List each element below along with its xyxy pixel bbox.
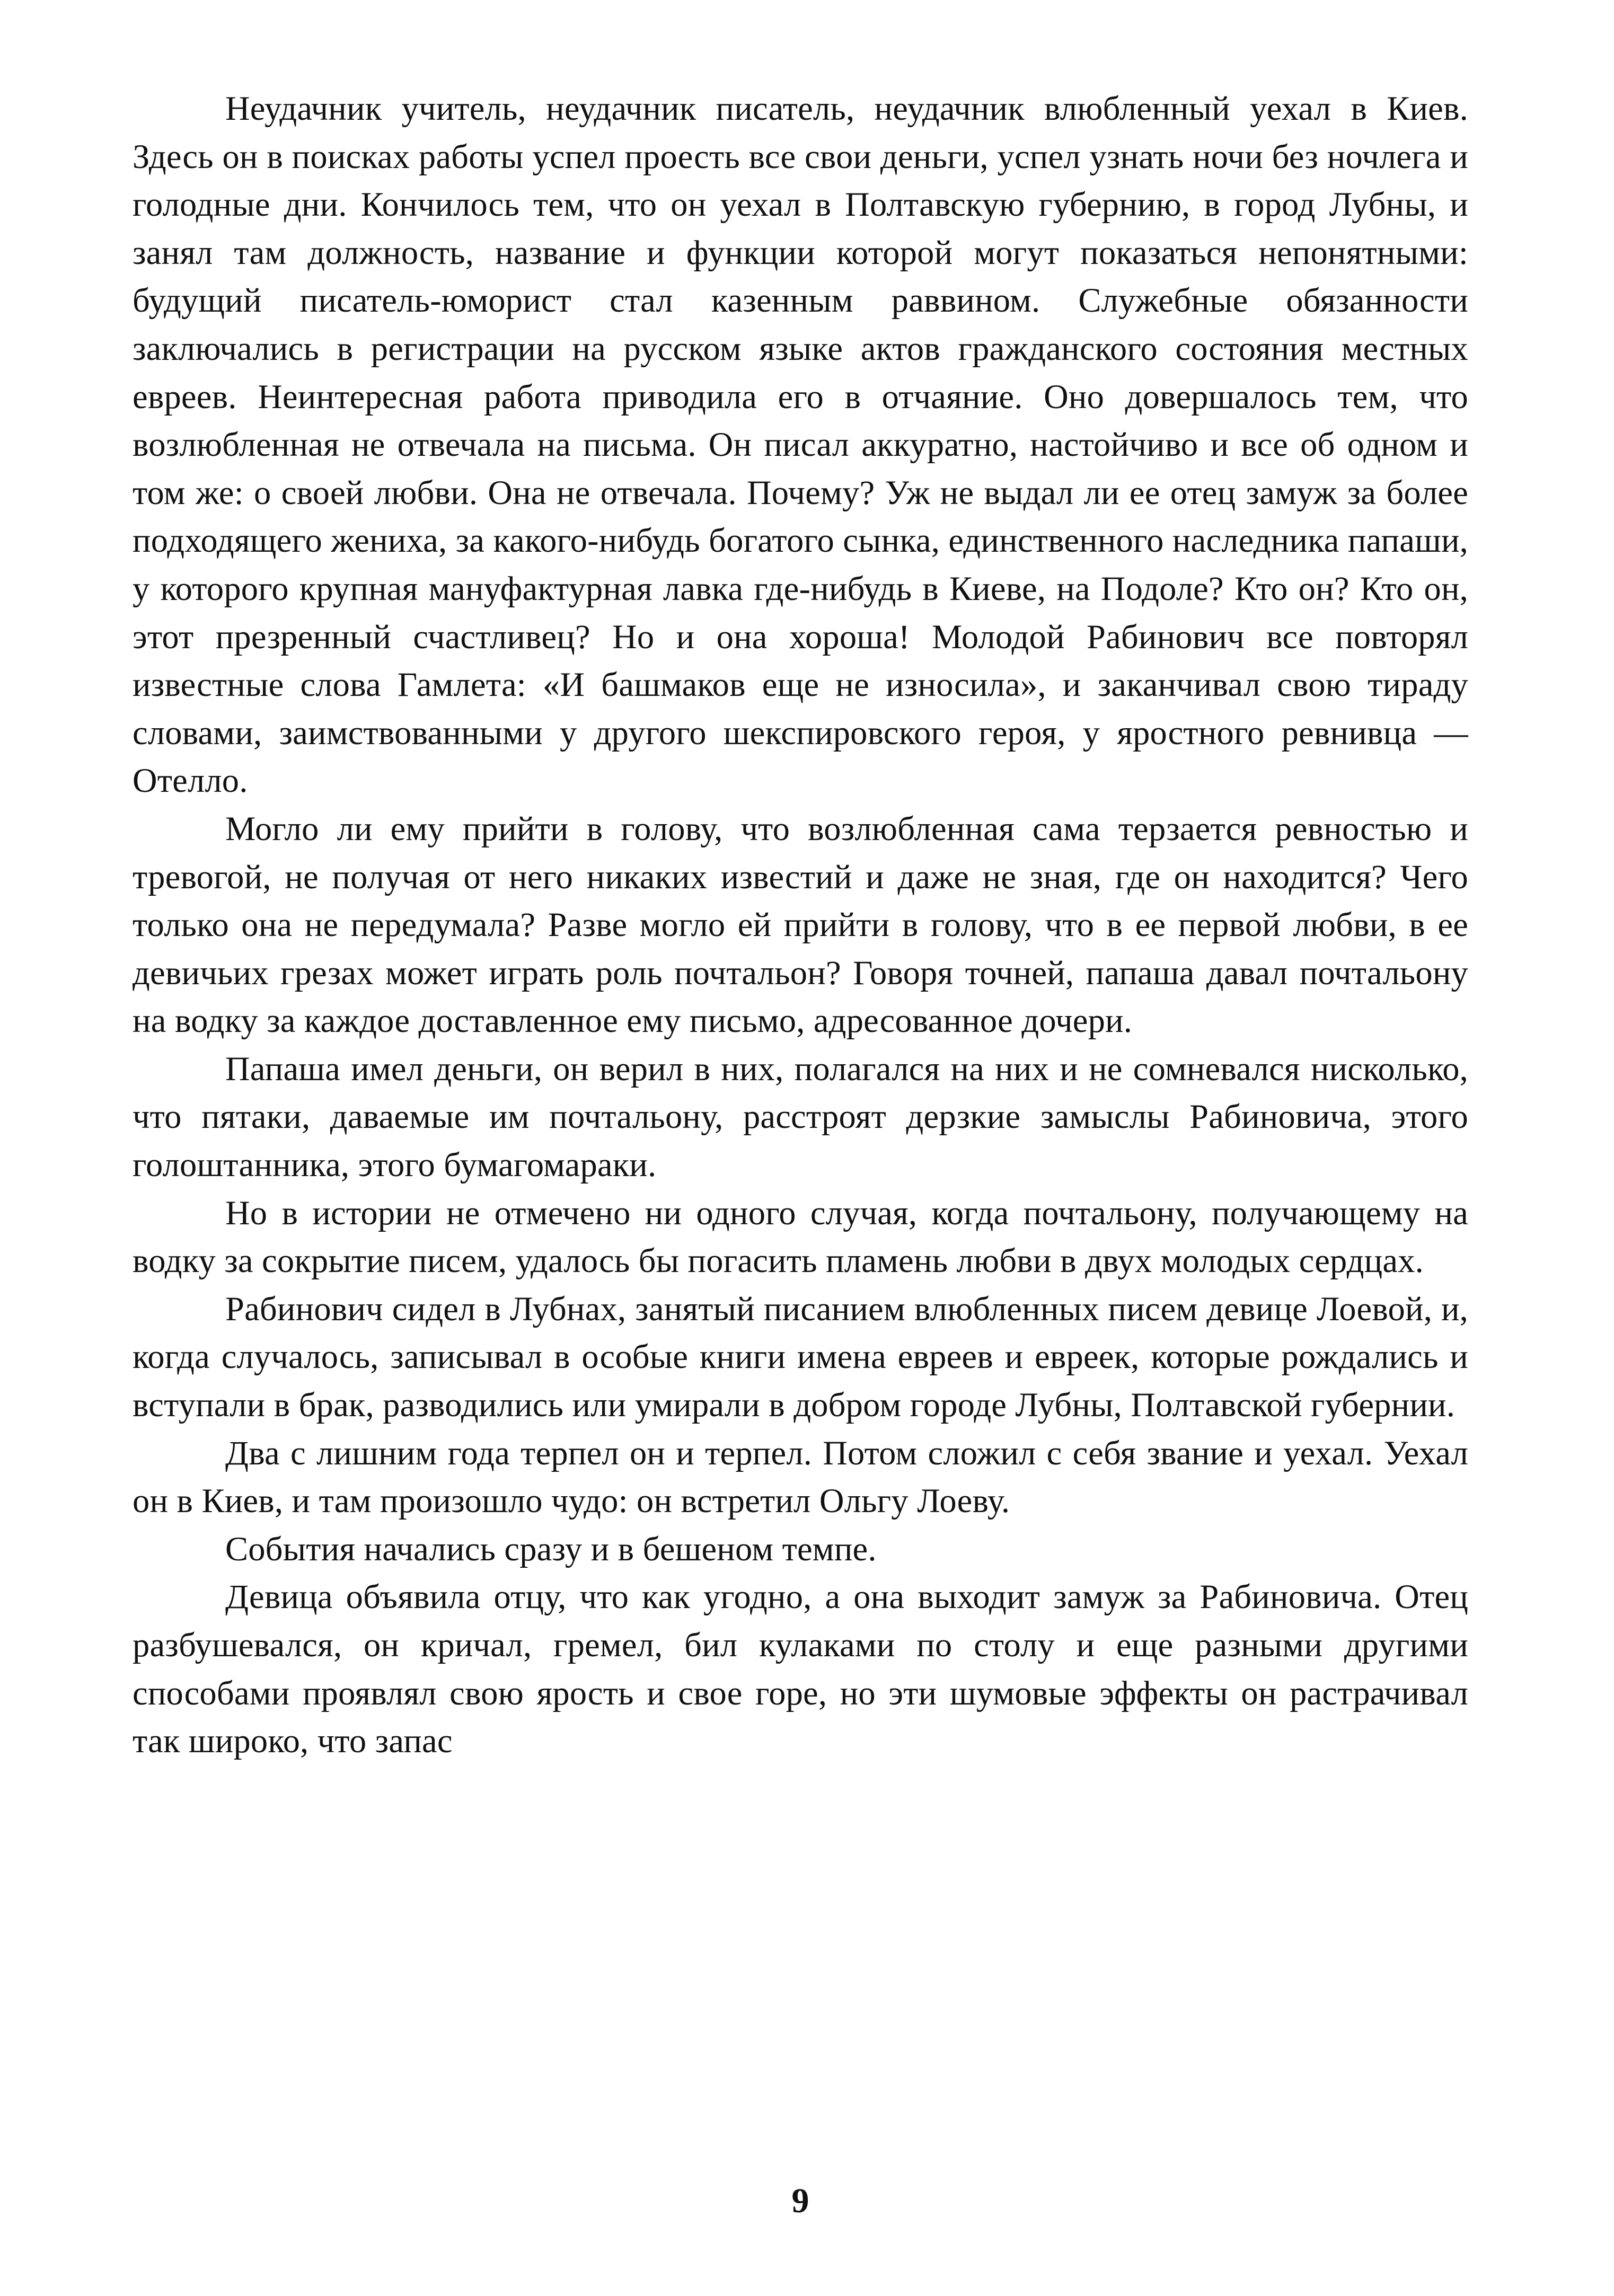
paragraph: Могло ли ему прийти в голову, что возлюбленная сама терзается ревностью и тревогой, не получая от него никаких известий и даже не зная, где он находится? Чего только она не передумала? Разве могло ей прийти в голову, что в ее первой любви, в ее девичьих грезах может играть роль почтальон? Говоря точней, папаша давал почтальону на водку за каждое доставленное ему письмо, адресованное дочери.: [133, 809, 1468, 1040]
paragraph: Но в истории не отмечено ни одного случая, когда почтальону, получающему на водку за сокрытие писем, удалось бы погасить пламень любви в двух молодых сердцах.: [133, 1194, 1468, 1280]
paragraph: Девица объявила отцу, что как угодно, а она выходит замуж за Рабиновича. Отец разбушевался, он кричал, гремел, бил кулаками по столу и еще разными другими способами проявлял свою ярость и свое горе, но эти шумовые эффекты он растрачивал так широко, что запас: [133, 1578, 1468, 1760]
paragraph: События начались сразу и в бешеном темпе.: [225, 1530, 877, 1568]
page-number: 9: [791, 2182, 809, 2220]
body-text: [133, 85, 1468, 1765]
book-page: [133, 85, 1468, 2268]
paragraph: Два с лишним года терпел он и терпел. Потом сложил с себя звание и уехал. Уехал он в Киев, и там произошло чудо: он встретил Ольгу Лоеву.: [133, 1434, 1468, 1520]
paragraph: Неудачник учитель, неудачник писатель, неудачник влюбленный уехал в Киев. Здесь он в поисках работы успел проесть все свои деньги, успел узнать ночи без ночлега и голодные дни. Кончилось тем, что он уехал в Полтавскую губернию, в город Лубны, и занял там должность, название и функции которой могут показаться непонятными: будущий писатель-юморист стал казенным раввином. Служебные обязанности заключались в регистрации на русском языке актов гражданского состояния местных евреев. Неинтересная работа приводила его в отчаяние. Оно довершалось тем, что возлюбленная не отвечала на письма. Он писал аккуратно, настойчиво и все об одном и том же: о своей любви. Она не отвечала. Почему? Уж не выдал ли ее отец замуж за более подходящего жениха, за какого-нибудь богатого сынка, единственного наследника папаши, у которого крупная мануфактурная лавка где-нибудь в Киеве, на Подоле? Кто он? Кто он, этот презренный счастливец? Но и она хороша! Молодой Рабинович все повторял известные слова Гамлета: «И башмаков еще не износила», и заканчивал свою тираду словами, заимствованными у другого шекспировского героя, у яростного ревнивца — Отелло.: [133, 90, 1468, 800]
paragraph: Папаша имел деньги, он верил в них, полагался на них и не сомневался нисколько, что пятаки, даваемые им почтальону, расстроят дерзкие замыслы Рабиновича, этого голоштанника, этого бумагомараки.: [133, 1049, 1468, 1184]
paragraph: Рабинович сидел в Лубнах, занятый писанием влюбленных писем девице Лоевой, и, когда случалось, записывал в особые книги имена евреев и евреек, которые рождались и вступали в брак, разводились или умирали в добром городе Лубны, Полтавской губернии.: [133, 1290, 1468, 1424]
